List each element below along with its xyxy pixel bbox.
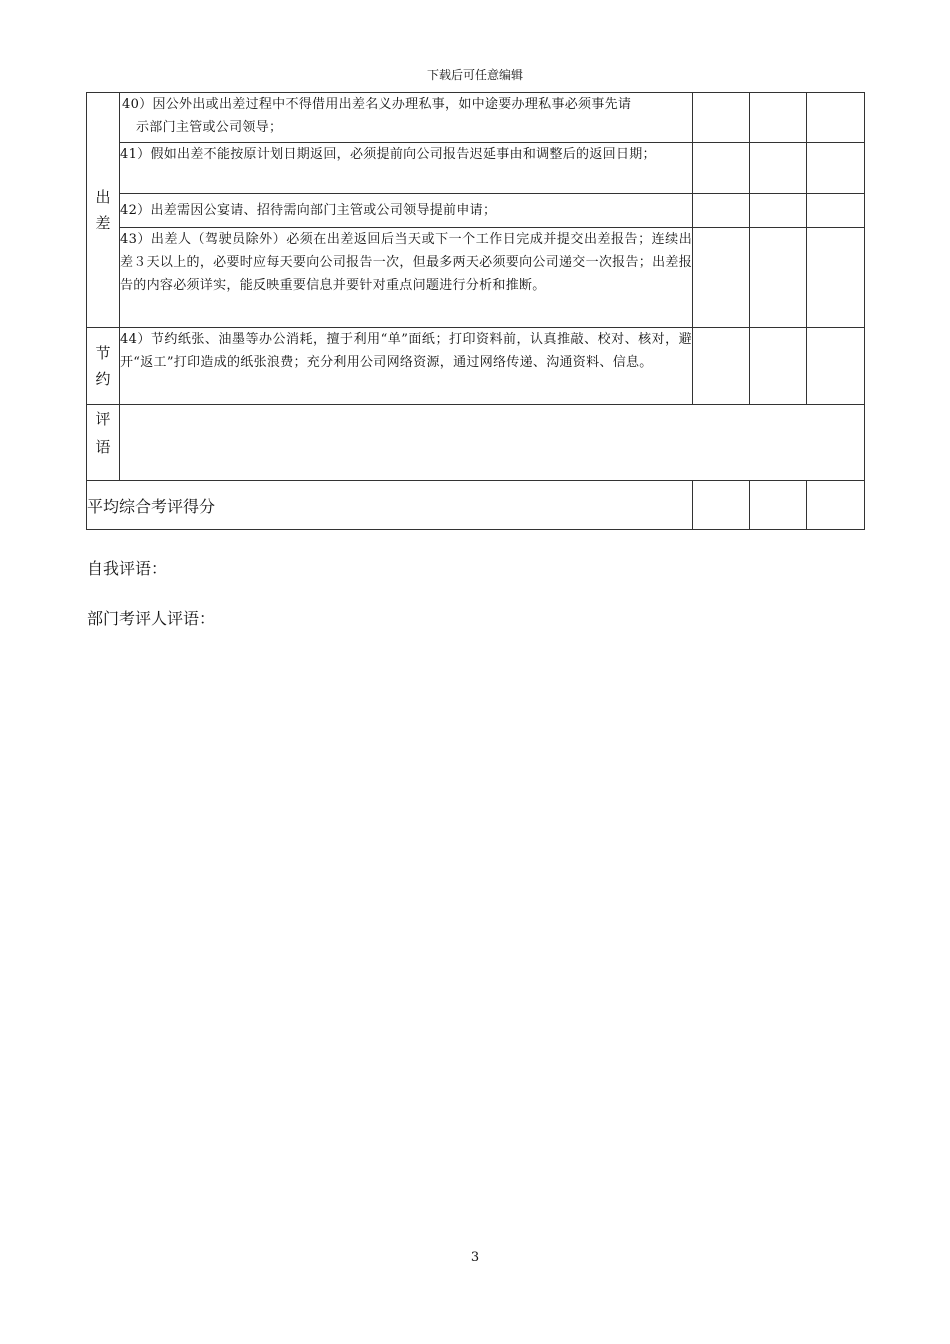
score-cell[interactable] bbox=[750, 481, 807, 530]
item-40-rest: 示部门主管或公司领导； bbox=[136, 120, 283, 135]
score-cell[interactable] bbox=[807, 481, 865, 530]
score-cell[interactable] bbox=[750, 194, 807, 228]
item-44: 44）节约纸张、油墨等办公消耗，擅于利用“单”面纸；打印资料前，认真推敲、校对、核对，避开“返工”打印造成的纸张浪费；充分利用公司网络资源，通过网络传递、沟通资料、信息。 bbox=[120, 328, 693, 405]
category-travel-label: 出差 bbox=[95, 188, 111, 232]
score-cell[interactable] bbox=[807, 328, 865, 405]
score-cell[interactable] bbox=[693, 93, 750, 143]
table-row bbox=[87, 405, 865, 481]
score-cell[interactable] bbox=[693, 228, 750, 328]
average-score-label: 平均综合考评得分 bbox=[87, 481, 693, 530]
category-travel bbox=[87, 93, 120, 328]
item-40-first-line: 40）因公外出或出差过程中不得借用出差名义办理私事，如中途要办理私事必须事先请 bbox=[122, 97, 632, 112]
dept-comment-label: 部门考评人评语： bbox=[87, 609, 216, 628]
score-cell[interactable] bbox=[807, 143, 865, 194]
page-number: 3 bbox=[470, 1250, 480, 1265]
score-cell[interactable] bbox=[807, 228, 865, 328]
table-row bbox=[87, 194, 865, 228]
category-saving bbox=[87, 328, 120, 405]
self-comment-label: 自我评语： bbox=[87, 559, 168, 578]
score-cell[interactable] bbox=[807, 194, 865, 228]
score-cell[interactable] bbox=[693, 143, 750, 194]
score-cell[interactable] bbox=[693, 481, 750, 530]
comments-area[interactable] bbox=[120, 405, 865, 481]
item-43: 43）出差人（驾驶员除外）必须在出差返回后当天或下一个工作日完成并提交出差报告；连续出差３天以上的，必要时应每天要向公司报告一次，但最多两天必须要向公司递交一次报告；出差报告的内容必须详实，能反映重要信息并要针对重点问题进行分析和推断。 bbox=[120, 228, 693, 328]
score-cell[interactable] bbox=[750, 93, 807, 143]
score-cell[interactable] bbox=[750, 228, 807, 328]
score-cell[interactable] bbox=[693, 328, 750, 405]
table-row bbox=[87, 328, 865, 405]
table-row bbox=[87, 93, 865, 143]
score-cell[interactable] bbox=[750, 328, 807, 405]
score-cell[interactable] bbox=[693, 194, 750, 228]
table-row bbox=[87, 228, 865, 328]
table-row bbox=[87, 481, 865, 530]
category-saving-label: 节约 bbox=[95, 344, 111, 388]
table-row bbox=[87, 143, 865, 194]
evaluation-table bbox=[86, 92, 865, 530]
item-40 bbox=[120, 93, 693, 143]
score-cell[interactable] bbox=[750, 143, 807, 194]
header-note: 下载后可任意编辑 bbox=[426, 68, 523, 82]
category-comments-label: 评语 bbox=[95, 410, 111, 456]
item-41: 41）假如出差不能按原计划日期返回，必须提前向公司报告迟延事由和调整后的返回日期； bbox=[120, 143, 693, 194]
score-cell[interactable] bbox=[807, 93, 865, 143]
category-comments bbox=[87, 405, 120, 481]
item-42: 42）出差需因公宴请、招待需向部门主管或公司领导提前申请； bbox=[120, 194, 693, 228]
